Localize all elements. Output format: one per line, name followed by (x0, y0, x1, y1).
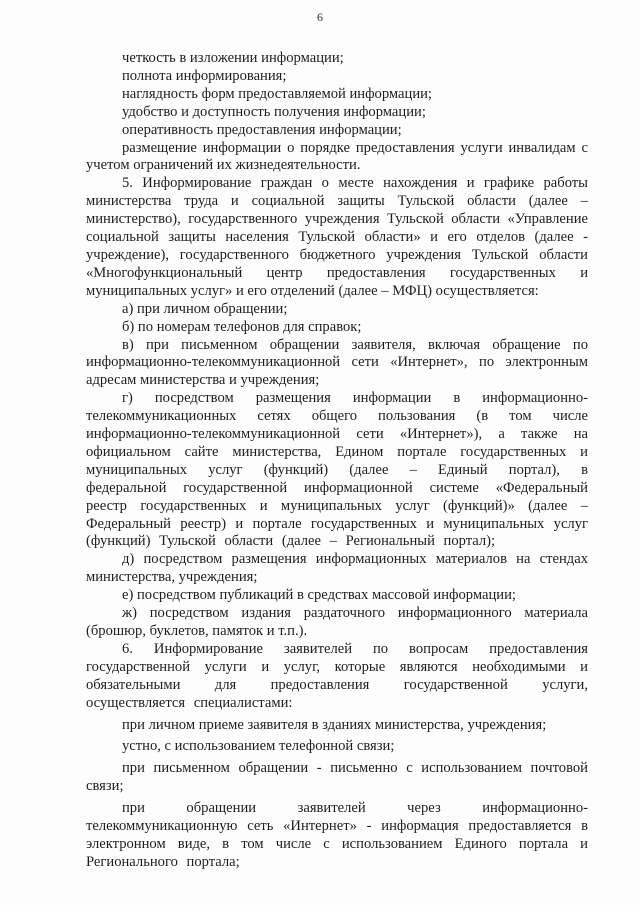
page-number: 6 (317, 10, 323, 24)
document-body (86, 50, 588, 872)
paragraph-15: 6. Информирование заявителей по вопросам предоставления государственной услуги и услуг, которые являются необходимыми и обязательными для предоставления государственной услуги, осуществляется специалистами: (86, 640, 588, 711)
paragraph-14: ж) посредством издания раздаточного информационного материала (брошюр, буклетов, памяток и т.п.). (86, 605, 588, 639)
paragraph-13: е) посредством публикаций в средствах массовой информации; (122, 587, 516, 604)
paragraph-19: при обращении заявителей через информационно-телекоммуникационную сеть «Интернет» - информация предоставляется в электронном виде, в том числе с использованием Единого портала и Регионального портала; (86, 800, 588, 870)
paragraph-3: наглядность форм предоставляемой информации; (122, 85, 432, 102)
paragraph-4: удобство и доступность получения информации; (122, 103, 426, 120)
paragraph-9: б) по номерам телефонов для справок; (122, 318, 362, 335)
paragraph-6: размещение информации о порядке предоставления услуги инвалидам с учетом ограничений их жизнедеятельности. (86, 139, 588, 174)
paragraph-16: при личном приеме заявителя в зданиях министерства, учреждения; (122, 716, 547, 733)
paragraph-11: г) посредством размещения информации в информационно-телекоммуникационных сетях общего пользования (в том числе информационно-телекоммуникационной сети «Интернет»), а также на официальном сайте министерства, Едином портале государственных и муниципальных услуг (функций) (далее – Единый портал), в федеральной государственной информационной системе «Федеральный реестр государственных и муниципальных услуг (функций)» (далее – Федеральный реестр) и портале государственных и муниципальных услуг (функций) Тульской области (далее – Региональный портал); (86, 390, 588, 550)
paragraph-1: четкость в изложении информации; (122, 50, 344, 66)
paragraph-10: в) при письменном обращении заявителя, включая обращение по информационно-телекоммуникационной сети «Интернет», по электронным адресам министерства и учреждения; (86, 336, 588, 389)
paragraph-2: полнота информирования; (122, 67, 287, 84)
paragraph-8: а) при личном обращении; (122, 300, 288, 317)
paragraph-12: д) посредством размещения информационных материалов на стендах министерства, учреждения; (86, 551, 588, 586)
paragraph-17: устно, с использованием телефонной связи; (122, 738, 395, 755)
paragraph-18: при письменном обращении - письменно с использованием почтовой связи; (86, 760, 588, 795)
paragraph-5: оперативность предоставления информации; (122, 121, 402, 138)
paragraph-7: 5. Информирование граждан о месте нахождения и графике работы министерства труда и социальной защиты Тульской области (далее – министерство), государственного учреждения Тульской области «Управление социальной защиты населения Тульской области» и его отделов (далее - учреждение), государственного бюджетного учреждения Тульской области «Многофункциональный центр предоставления государственных и муниципальных услуг» и его отделений (далее – МФЦ) осуществляется: (86, 175, 588, 299)
